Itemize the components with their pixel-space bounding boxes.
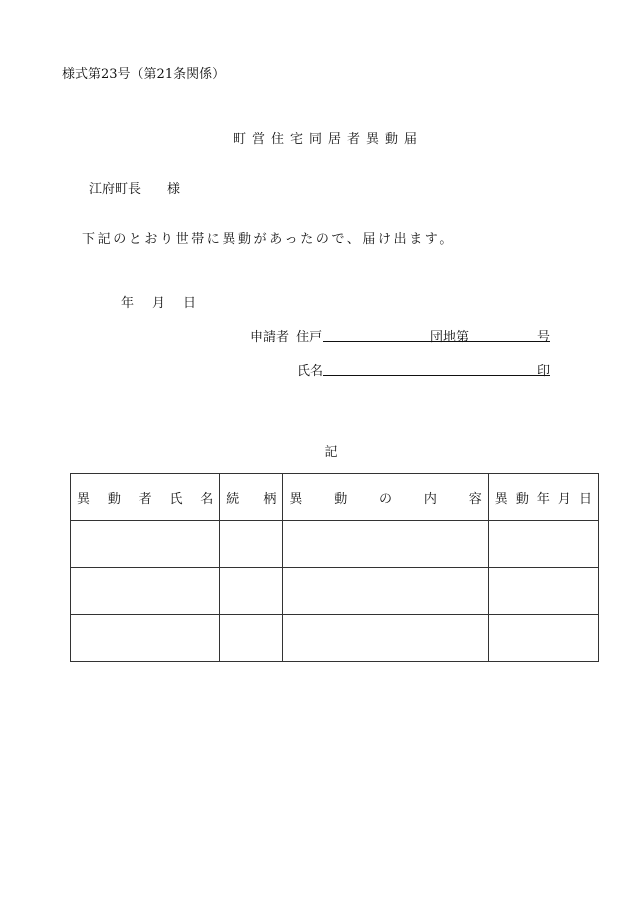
- table-header-row: [71, 474, 599, 521]
- addressee: [89, 178, 180, 197]
- note-heading: 記: [324, 445, 338, 460]
- header-char: 続: [226, 491, 240, 507]
- header-char: 動: [515, 491, 529, 507]
- addressee-honorific: 様: [167, 182, 181, 197]
- header-char: 者: [138, 491, 152, 507]
- change-record-table: [70, 473, 599, 662]
- address-label: 住戸: [296, 330, 323, 345]
- cell-change-details[interactable]: [283, 568, 488, 615]
- applicant-name-row: [297, 360, 323, 379]
- header-changed-person-name: [71, 474, 220, 521]
- cell-changed-person-name[interactable]: [71, 615, 220, 662]
- cell-relationship[interactable]: [220, 568, 283, 615]
- applicant-label: 申請者: [250, 330, 290, 345]
- header-char: 異: [494, 491, 508, 507]
- form-number: 様式第23号（第21条関係）: [62, 67, 226, 82]
- header-char: 動: [107, 491, 121, 507]
- header-char: 容: [468, 491, 482, 507]
- cell-changed-person-name[interactable]: [71, 521, 220, 568]
- header-char: 柄: [263, 491, 277, 507]
- cell-change-details[interactable]: [283, 615, 488, 662]
- header-char: 年: [536, 491, 550, 507]
- header-char: 氏: [169, 491, 183, 507]
- cell-change-details[interactable]: [283, 521, 488, 568]
- table-row: [71, 521, 599, 568]
- complex-number-label: 団地第: [430, 330, 470, 345]
- header-char: 異: [289, 491, 303, 507]
- header-char: 内: [423, 491, 437, 507]
- cell-relationship[interactable]: [220, 615, 283, 662]
- header-change-details: [283, 474, 488, 521]
- header-char: 日: [578, 491, 592, 507]
- name-fill-line[interactable]: [323, 375, 550, 376]
- header-relationship: [220, 474, 283, 521]
- notification-statement: 下記のとおり世帯に異動があったので、届け出ます。: [82, 232, 455, 247]
- header-char: 動: [334, 491, 348, 507]
- cell-change-date[interactable]: [488, 521, 598, 568]
- unit-number-suffix: 号: [537, 330, 551, 345]
- cell-change-date[interactable]: [488, 568, 598, 615]
- header-char: 異: [77, 491, 91, 507]
- applicant-address-row: [250, 326, 322, 345]
- name-label: 氏名: [297, 364, 324, 379]
- table-row: [71, 615, 599, 662]
- addressee-name: 江府町長: [89, 182, 142, 197]
- document-title: 町営住宅同居者異動届: [232, 132, 423, 147]
- header-char: の: [379, 491, 393, 507]
- table-row: [71, 568, 599, 615]
- header-char: 名: [200, 491, 214, 507]
- date-month-label: 月: [152, 296, 166, 311]
- cell-relationship[interactable]: [220, 521, 283, 568]
- cell-change-date[interactable]: [488, 615, 598, 662]
- seal-mark: 印: [537, 364, 551, 379]
- header-change-date: [488, 474, 598, 521]
- date-line: [121, 292, 196, 311]
- header-char: 月: [557, 491, 571, 507]
- date-day-label: 日: [183, 296, 197, 311]
- cell-changed-person-name[interactable]: [71, 568, 220, 615]
- date-year-label: 年: [121, 296, 135, 311]
